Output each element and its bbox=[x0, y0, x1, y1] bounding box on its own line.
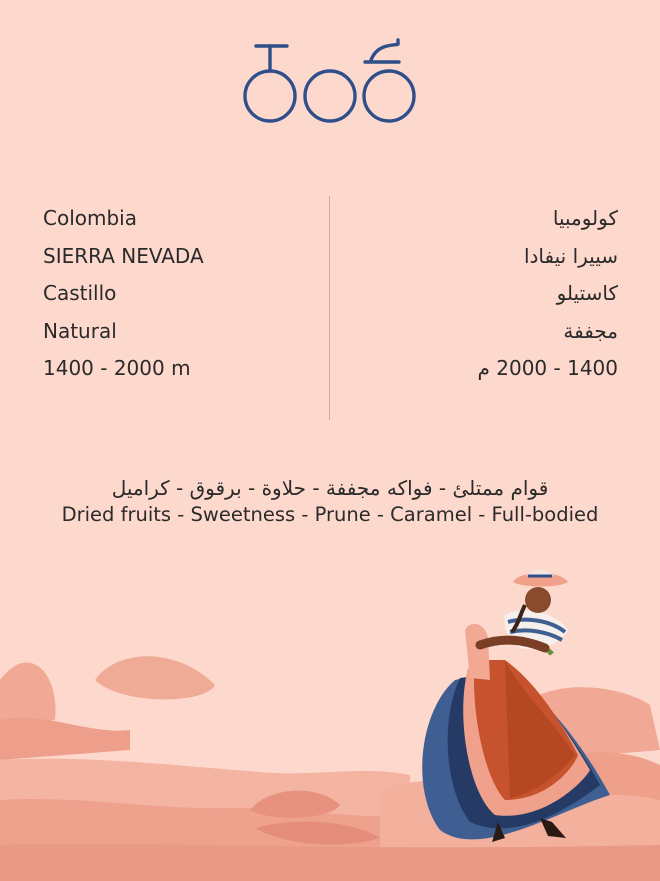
origin-details-arabic bbox=[358, 200, 618, 388]
region-ar: سييرا نيفادا bbox=[523, 243, 618, 268]
origin-details-english bbox=[43, 200, 303, 388]
tasting-notes bbox=[0, 474, 660, 528]
column-divider bbox=[329, 196, 330, 420]
tasting-notes-arabic: قوام ممتلئ - فواكه مجففة - حلاوة - برقوق - كراميل bbox=[111, 476, 549, 500]
variety-en: Castillo bbox=[43, 281, 117, 305]
bicycle-logo-icon bbox=[240, 38, 420, 128]
country-en: Colombia bbox=[43, 206, 137, 230]
country-ar: كولومبيا bbox=[552, 206, 618, 230]
dancer-illustration bbox=[0, 560, 660, 881]
tasting-notes-english: Dried fruits - Sweetness - Prune - Caramel - Full-bodied bbox=[61, 503, 599, 526]
region-en: SIERRA NEVADA bbox=[43, 243, 204, 268]
variety-ar: كاستيلو bbox=[556, 281, 618, 305]
process-ar: مجففة bbox=[563, 318, 618, 343]
altitude-en: 1400 - 2000 m bbox=[43, 356, 191, 380]
process-en: Natural bbox=[43, 318, 117, 343]
altitude-ar: 1400 - 2000 م bbox=[477, 356, 618, 380]
